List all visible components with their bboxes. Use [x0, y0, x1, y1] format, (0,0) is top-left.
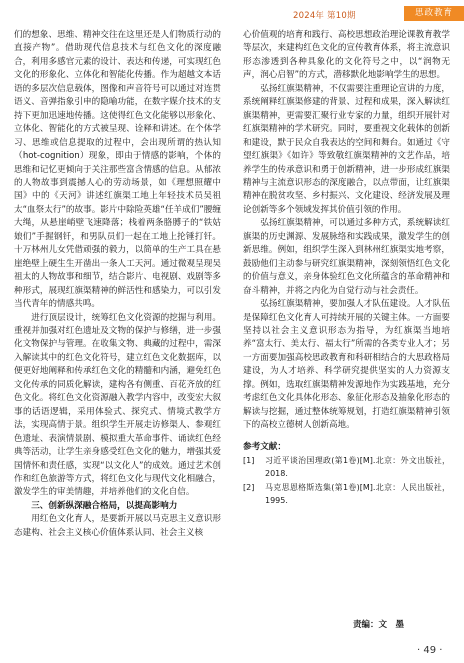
right-paragraph-4: 弘扬红旗渠精神，要加强人才队伍建设。人才队伍是保障红色文化育人可持续开展的关键主体。一方面要坚持以社会主义意识形态为指导，为红旗渠当地培养“富太行、美太行、福太行”所需的各类专业人才；另一方面要加强高校思政教育和科研相结合的大思政格局建设，为人才培养、科学研究提供坚实的人力资源支撑。例如，选取红旗渠精神发源地作为实践基地，充分考虑红色文化具体化形态、象征化形态及抽象化形态的解读与挖掘，通过整体统筹规划，打造红旗渠精神引领下的高校立德树人创新高地。 [243, 299, 450, 431]
reference-text: 马克思恩格斯选集(第1卷)[M].北京：人民出版社，1995. [265, 482, 450, 505]
reference-number: [1] [243, 456, 255, 466]
issue-label: 2024年 第10期 [293, 11, 356, 21]
page-header [0, 0, 464, 26]
right-column [243, 29, 450, 507]
left-paragraph-3: 用红色文化育人，是要新开展以马克思主义意识形态建构、社会主义核心价值体系认同、社会主义核 [14, 514, 221, 538]
right-paragraph-3: 弘扬红旗渠精神，可以通过多种方式，系统解读红旗渠的历史渊源、发展脉络和实践成果，激发学生的创新思维。例如，组织学生深入到林州红旗渠实地考察，鼓励他们主动参与研究红旗渠精神，深刻领悟红色文化的价值与意义，亲身体验红色文化所蕴含的革命精神和奋斗精神，并将之内化为自觉行动与社会责任。 [243, 218, 450, 296]
left-paragraph-1: 们的想象、思维、精神交往在这里还是人们物质行动的直接产物”。借助现代信息技术与红色文化的深度融合，利用多感官元素的设计、表达和传递，可实现红色文化的形象化、立体化和智能化传播。作为超越文本话语的多层次信息载体，图像和声音符号可以通过对连贯语义、音弹指象引申的隐喻功能，在数字媒介技术的支持下更加迅速地传播。这使得红色文化能够以形象化、立体化、智能化的方式被呈现、诠释和讲述。在个体学习、思维或信息提取的过程中，会出现所谓的热认知（hot-cognition）现象，即由于情感的影响，个体的思维和记忆更倾向于关注那些富含情感的信息。从郁浓的人物故事到震撼人心的劳动场景，如《理想照耀中国》中的《天河》讲述红旗渠工地上年轻技术员吴祖太“血祭太行”的故事。影片中除险英雄“任羊成们”腰缠大绳，从悬崖峭壁飞速降落；栈着两条胳膊子的“铁姑娘们”手握钢钎，和男队员们一起在工地上抡锤打钎。十万林州儿女凭借顽强的毅力，以简单的生产工具在悬崖绝壁上硬生生开凿出一条人工天河。通过微观呈现吴祖太的人物故事和细节，结合影片、电视剧、戏剧等多种形式，展现红旗渠精神的鲜活性和感染力，可以引发当代青年的情感共鸣。 [14, 30, 221, 310]
right-paragraph-1: 心价值观的培育和践行、高校思想政治理论课教育教学等层次，来建构红色文化的宣传教育体系，将主流意识形态渗透到各种具象化的文化符号之中，以“润物无声，润心启智”的方式，潜移默化地影响学生的思想。 [243, 30, 450, 81]
page-number: · 49 · [417, 645, 443, 656]
reference-item [243, 481, 450, 508]
left-paragraph-2: 进行顶层设计，统筹红色文化资源的挖掘与利用。重视并加强对红色遗址及文物的保护与修缮，进一步强化文物保护与管理。在收集文物、典藏的过程中，需深入解读其中的红色文化符号，建立红色文化数据库，以便更好地阐释和传承红色文化的精髓和内涵，避免红色文化传承的同质化解读，建构各有侧重、百花齐放的红色文化。将红色文化资源融入教学内容中，改变宏大叙事的话语逻辑，采用体验式、探究式、情境式教学方法，实现高情于景。组织学生开展走访修渠人、参观红色遗址、表演情景剧、模拟重大革命事件、诵读红色经典等活动，让学生亲身感受红色文化的魅力，增强其爱国情怀和责任感，实现“以文化人”的成效。通过艺术创作和红色旅游等方式，将红色文化与现代文化相融合，激发学生的审美情趣，并培养他们的文化自信。 [14, 312, 221, 498]
reference-number: [2] [243, 482, 255, 492]
editor-credit: 责编：文 墨 [353, 620, 405, 630]
reference-item [243, 454, 450, 481]
section-tag: 思政教育 [404, 6, 464, 21]
section-heading: 三、创新纵深融合格局，以提高影响力 [31, 500, 178, 511]
reference-text: 习近平谈治国理政(第1卷)[M].北京：外文出版社，2018. [265, 456, 450, 479]
right-paragraph-2: 弘扬红旗渠精神，不仅需要注重理论宣讲的力度，系统阐释红旗渠修建的背景、过程和成果，深入解读红旗渠精神，更需要汇聚行业专家的力量，组织开展针对红旗渠精神的学术研究。同时，要重视文化载体的创新和建设，默于民众自我表达的空间和舞台。如通过《守望红旗渠》《如许》等致敬红旗渠精神的文艺作品，培养学生的传承意识和勇于创新精神，进一步形成红旗渠精神与主流意识形态的深度融合，以点带面，让红旗渠精神在脱贫攻坚、乡村振兴、文化建设、经济发展及理论创新等多个领域发挥其价值引领的作用。 [243, 83, 450, 215]
references-title: 参考文献： [243, 441, 286, 452]
left-column [14, 29, 221, 540]
